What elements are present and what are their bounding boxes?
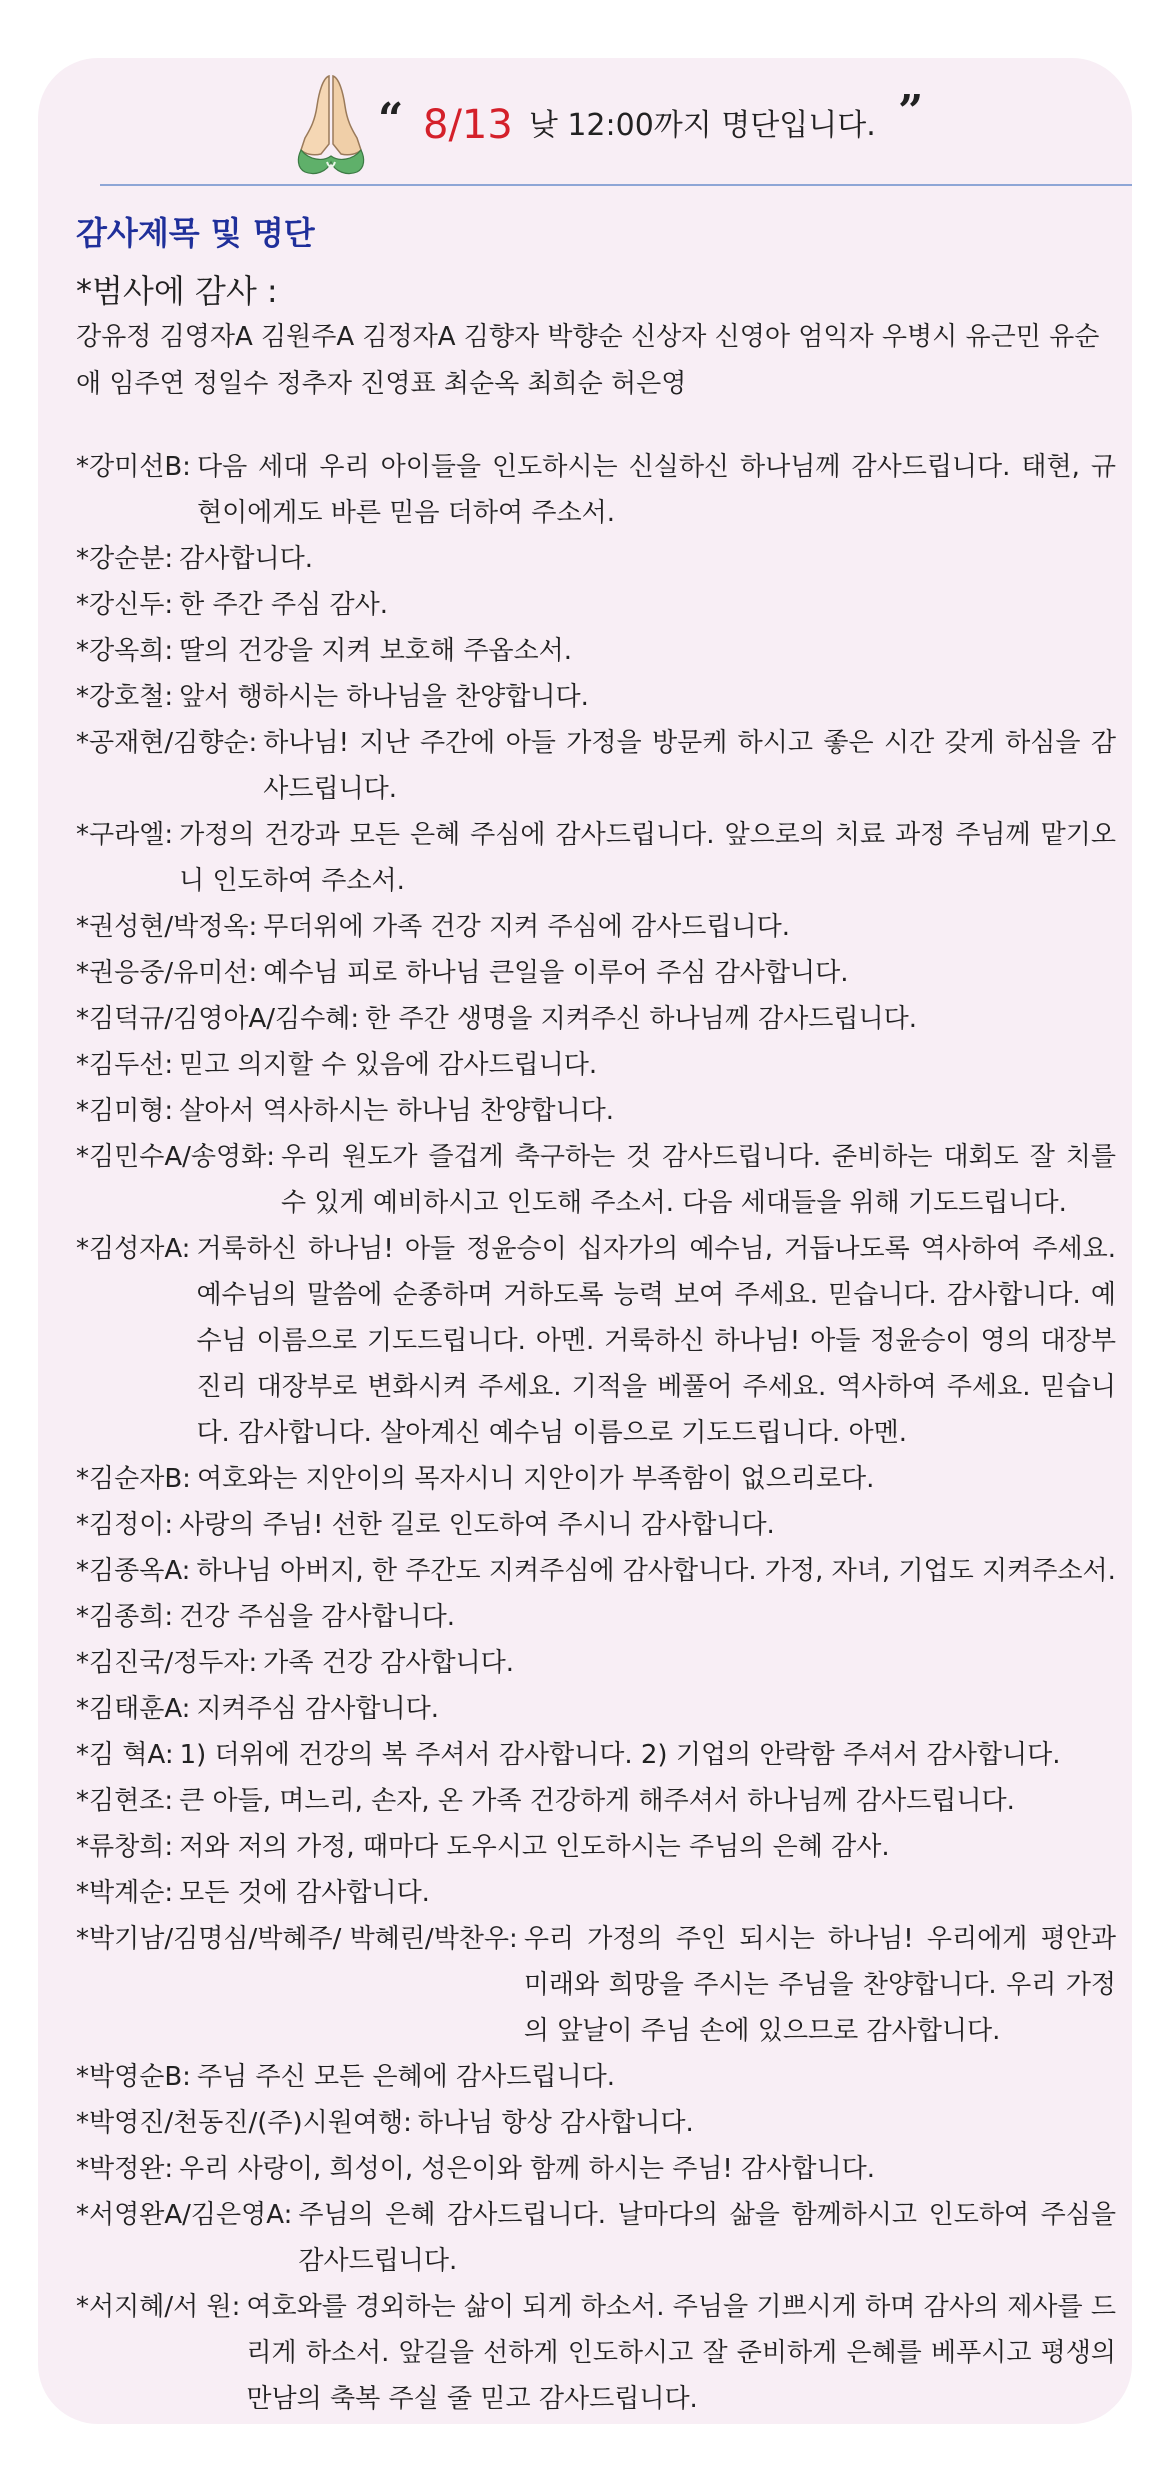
entry-text: 저와 저의 가정, 때마다 도우시고 인도하시는 주님의 은혜 감사. <box>179 1832 890 1862</box>
close-quote: ” <box>898 86 924 137</box>
entry-text: 한 주간 생명을 지켜주신 하나님께 감사드립니다. <box>365 1004 918 1034</box>
bulletin-card <box>38 58 1132 2424</box>
entry-name: *김현조: <box>76 1786 174 1816</box>
entry-text: 하나님 아버지, 한 주간도 지켜주심에 감사합니다. 가정, 자녀, 기업도 지켜주소서. <box>196 1556 1116 1586</box>
entry-text: 주님의 은혜 감사드립니다. 날마다의 삶을 함께하시고 인도하여 주심을 감사드립니다. <box>298 2200 1116 2276</box>
entry-text: 딸의 건강을 지켜 보호해 주옵소서. <box>179 636 573 666</box>
entry-name: *김순자B: <box>76 1464 191 1494</box>
list-item <box>76 812 1116 904</box>
entry-text: 앞서 행하시는 하나님을 찬양합니다. <box>179 682 589 712</box>
entry-text: 무더위에 가족 건강 지켜 주심에 감사드립니다. <box>263 912 791 942</box>
list-item <box>76 1778 1116 1824</box>
entry-text: 우리 원도가 즐겁게 축구하는 것 감사드립니다. 준비하는 대회도 잘 치를 수 있게 예비하시고 인도해 주소서. 다음 세대들을 위해 기도드립니다. <box>281 1142 1116 1218</box>
entry-name: *김태훈A: <box>76 1694 191 1724</box>
entry-name: *구라엘: <box>76 820 174 850</box>
entry-text: 믿고 의지할 수 있음에 감사드립니다. <box>179 1050 598 1080</box>
entry-name: *김종희: <box>76 1602 174 1632</box>
entry-text: 감사합니다. <box>179 544 313 574</box>
entry-text: 거룩하신 하나님! 아들 정윤승이 십자가의 예수님, 거듭나도록 역사하여 주세요. 예수님의 말씀에 순종하며 거하도록 능력 보여 주세요. 믿습니다. 감사합니다. 예수님 이름으로 기도드립니다. 아멘. 거룩하신 하나님! 아들 정윤승이 영의 대장부 진리 대장부로 변화시켜 주세요. 기적을 베풀어 주세요. 역사하여 주세요. 믿습니다. 감사합니다. 살아계신 예수님 이름으로 기도드립니다. 아멘. <box>196 1234 1117 1448</box>
entry-text: 모든 것에 감사합니다. <box>179 1878 430 1908</box>
list-item <box>76 2054 1116 2100</box>
entry-text: 가정의 건강과 모든 은혜 주심에 감사드립니다. 앞으로의 치료 과정 주님께 맡기오니 인도하여 주소서. <box>179 820 1116 896</box>
entry-text: 하나님! 지난 주간에 아들 가정을 방문케 하시고 좋은 시간 갖게 하심을 감사드립니다. <box>263 728 1116 804</box>
entry-text: 사랑의 주님! 선한 길로 인도하여 주시니 감사합니다. <box>179 1510 775 1540</box>
entry-name: *김민수A/송영화: <box>76 1142 276 1172</box>
entry-name: *강옥희: <box>76 636 174 666</box>
entry-text: 여호와를 경외하는 삶이 되게 하소서. 주님을 기쁘시게 하며 감사의 제사를 드리게 하소서. 앞길을 선하게 인도하시고 잘 준비하게 은혜를 베푸시고 평생의 만남의 축복 주실 줄 믿고 감사드립니다. <box>246 2292 1116 2414</box>
list-item <box>76 1824 1116 1870</box>
headline <box>423 100 876 148</box>
list-item <box>76 1732 1116 1778</box>
entry-name: *박영진/천동진/(주)시원여행: <box>76 2108 412 2138</box>
entries-list <box>76 444 1116 2422</box>
entry-text: 가족 건강 감사합니다. <box>263 1648 515 1678</box>
list-item <box>76 628 1116 674</box>
entry-text: 큰 아들, 며느리, 손자, 온 가족 건강하게 해주셔서 하나님께 감사드립니다. <box>179 1786 1015 1816</box>
entry-text: 예수님 피로 하나님 큰일을 이루어 주심 감사합니다. <box>263 958 849 988</box>
entry-name: *김덕규/김영아A/김수혜: <box>76 1004 360 1034</box>
list-item <box>76 996 1116 1042</box>
list-item <box>76 1088 1116 1134</box>
list-item <box>76 1686 1116 1732</box>
entry-text: 다음 세대 우리 아이들을 인도하시는 신실하신 하나님께 감사드립니다. 태현, 규현이에게도 바른 믿음 더하여 주소서. <box>196 452 1116 528</box>
entry-text: 여호와는 지안이의 목자시니 지안이가 부족함이 없으리로다. <box>196 1464 875 1494</box>
entry-name: *류창희: <box>76 1832 174 1862</box>
entry-text: 지켜주심 감사합니다. <box>196 1694 440 1724</box>
list-item <box>76 2192 1116 2284</box>
list-item <box>76 1134 1116 1226</box>
list-item <box>76 1916 1116 2054</box>
entry-name: *김미형: <box>76 1096 174 1126</box>
list-item <box>76 674 1116 720</box>
entry-text: 살아서 역사하시는 하나님 찬양합니다. <box>179 1096 615 1126</box>
entry-name: *박정완: <box>76 2154 174 2184</box>
entry-name: *김두선: <box>76 1050 174 1080</box>
list-item <box>76 536 1116 582</box>
praying-hands-icon <box>283 68 378 178</box>
names-list: 강유정 김영자A 김원주A 김정자A 김향자 박향순 신상자 신영아 엄익자 우병시 유근민 유순애 임주연 정일수 정추자 진영표 최순옥 최희순 허은영 <box>76 322 1100 399</box>
entry-name: *박계순: <box>76 1878 174 1908</box>
list-item <box>76 2284 1116 2422</box>
entry-name: *김성자A: <box>76 1234 191 1264</box>
list-item <box>76 1548 1116 1594</box>
entry-text: 한 주간 주심 감사. <box>179 590 388 620</box>
entry-text: 1) 더위에 건강의 복 주셔서 감사합니다. 2) 기업의 안락함 주셔서 감사합니다. <box>179 1740 1061 1770</box>
list-item <box>76 720 1116 812</box>
entry-name: *권응중/유미선: <box>76 958 258 988</box>
entry-text: 우리 사랑이, 희성이, 성은이와 함께 하시는 주님! 감사합니다. <box>179 2154 875 2184</box>
list-item <box>76 1456 1116 1502</box>
entry-name: *박기남/김명심/박혜주/ 박혜린/박찬우: <box>76 1924 518 1954</box>
list-item <box>76 1502 1116 1548</box>
list-item <box>76 1870 1116 1916</box>
list-item <box>76 904 1116 950</box>
entry-text: 주님 주신 모든 은혜에 감사드립니다. <box>196 2062 616 2092</box>
entry-name: *강미선B: <box>76 452 191 482</box>
entry-name: *김진국/정두자: <box>76 1648 258 1678</box>
headline-message: 낮 12:00까지 명단입니다. <box>528 108 876 143</box>
list-item <box>76 950 1116 996</box>
entry-name: *서영완A/김은영A: <box>76 2200 293 2230</box>
list-item <box>76 1594 1116 1640</box>
entry-name: *강순분: <box>76 544 174 574</box>
entry-name: *권성현/박정옥: <box>76 912 258 942</box>
entry-name: *서지혜/서 원: <box>76 2292 241 2322</box>
entry-name: *강신두: <box>76 590 174 620</box>
open-quote: “ <box>378 94 404 145</box>
list-item <box>76 1226 1116 1456</box>
sub-title: *범사에 감사 : <box>76 272 278 310</box>
divider <box>100 184 1132 186</box>
list-item <box>76 1042 1116 1088</box>
entry-text: 하나님 항상 감사합니다. <box>417 2108 694 2138</box>
entry-name: *김종옥A: <box>76 1556 191 1586</box>
section-title: 감사제목 및 명단 <box>76 214 315 252</box>
list-item <box>76 1640 1116 1686</box>
list-item <box>76 2100 1116 2146</box>
entry-name: *박영순B: <box>76 2062 191 2092</box>
entry-name: *강호철: <box>76 682 174 712</box>
headline-date: 8/13 <box>423 102 513 148</box>
entry-name: *김 혁A: <box>76 1740 174 1770</box>
entry-text: 건강 주심을 감사합니다. <box>179 1602 456 1632</box>
entry-name: *공재현/김향순: <box>76 728 258 758</box>
list-item <box>76 2146 1116 2192</box>
entry-text: 우리 가정의 주인 되시는 하나님! 우리에게 평안과 미래와 희망을 주시는 주님을 찬양합니다. 우리 가정의 앞날이 주님 손에 있으므로 감사합니다. <box>523 1924 1116 2046</box>
entry-name: *김정이: <box>76 1510 174 1540</box>
list-item <box>76 582 1116 628</box>
list-item <box>76 444 1116 536</box>
header <box>38 58 1132 188</box>
